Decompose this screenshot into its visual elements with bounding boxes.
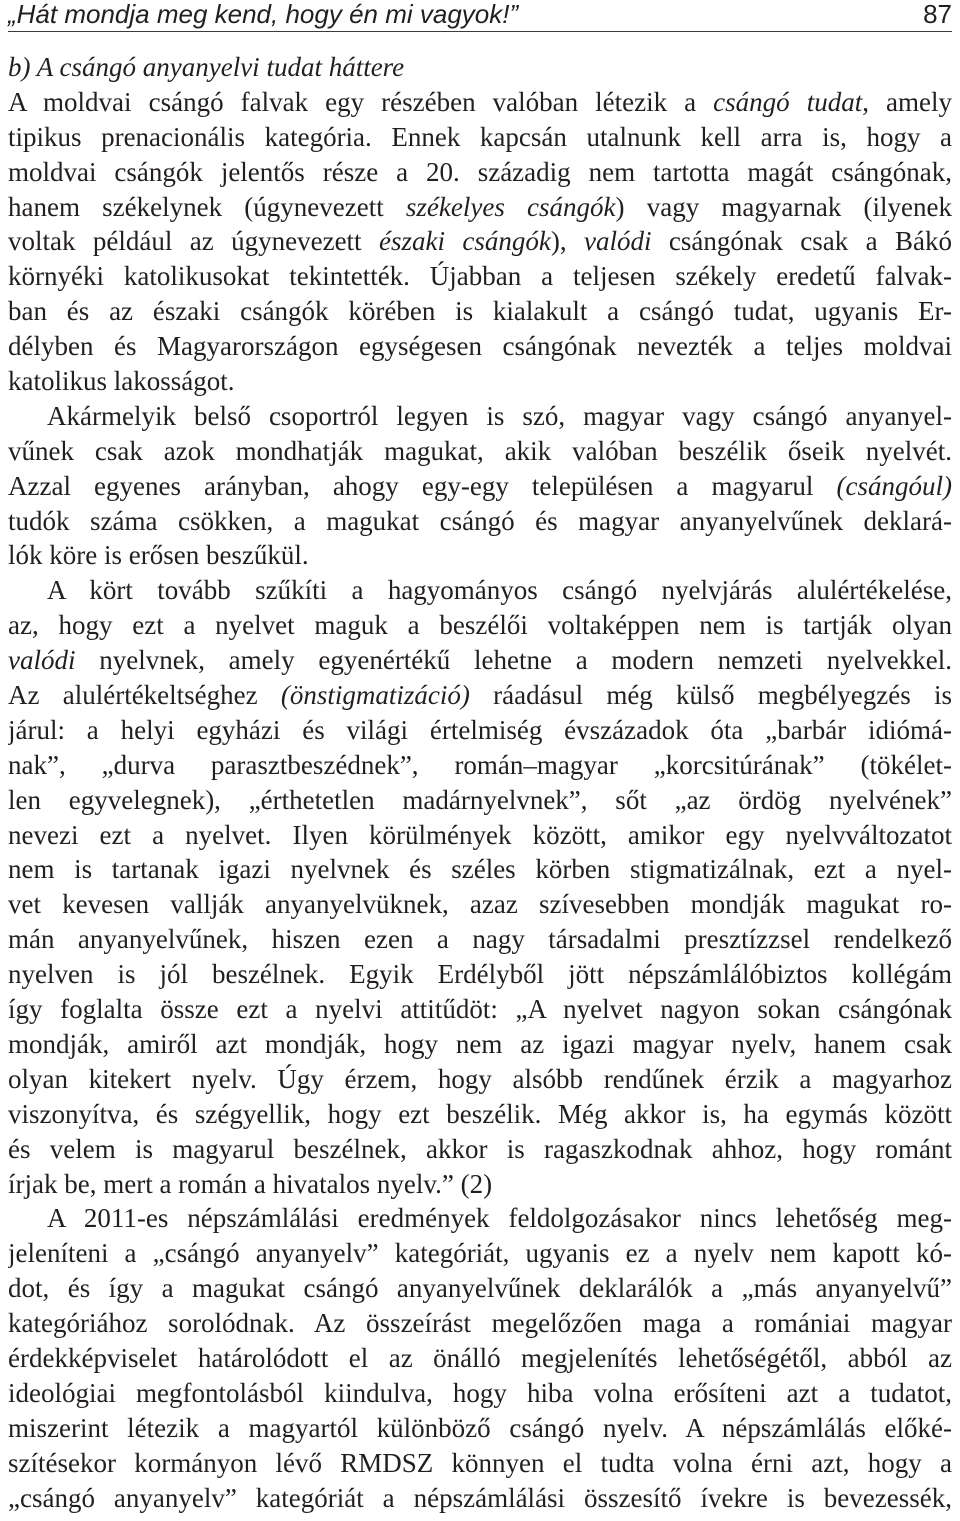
text-line: írjak be, mert a román a hivatalos nyelv.” (2) bbox=[8, 1168, 493, 1199]
text-line: A 2011-es népszámlálási eredmények feldolgozásakor nincs lehetőség meg- bbox=[47, 1203, 952, 1234]
text-line: nevezi ezt a nyelvet. Ilyen körülmények között, amikor egy nyelvváltozatot bbox=[8, 819, 952, 850]
text-line: hanem székelynek (úgynevezett székelyes csángók) vagy magyarnak (ilyenek bbox=[8, 191, 952, 222]
text-line: viszonyítva, és szégyellik, hogy ezt beszélik. Még akkor is, ha egymás között bbox=[8, 1098, 952, 1129]
text-line: Azzal egyenes arányban, ahogy egy-egy településen a magyarul (csángóul) bbox=[8, 470, 952, 501]
text-line: len egyvelegnek), „érthetetlen madárnyelvnek”, sőt „az ördög nyelvének” bbox=[8, 784, 952, 815]
text-line: lók köre is erősen beszűkül. bbox=[8, 540, 309, 571]
running-header-title: „Hát mondja meg kend, hogy én mi vagyok!” bbox=[8, 0, 519, 29]
italic-text: székelyes csángók bbox=[405, 191, 616, 222]
text-line: miszerint létezik a magyartól különböző csángó nyelv. A népszámlálás előké- bbox=[8, 1412, 952, 1443]
body-text bbox=[8, 50, 952, 1515]
text-line: nyelven is jól beszélnek. Egyik Erdélyből jött népszámlálóbiztos kollégám bbox=[8, 959, 952, 990]
italic-text: (önstigmatizáció) bbox=[280, 680, 470, 711]
text-line: moldvai csángók jelentős része a 20. századig nem tartotta magát csángónak, bbox=[8, 156, 952, 187]
text-line: kategóriához sorolódnak. Az összeírást megelőzően maga a romániai magyar bbox=[8, 1308, 952, 1339]
text-line: A kört tovább szűkíti a hagyományos csángó nyelvjárás alulértékelése, bbox=[47, 575, 952, 606]
text-line: környéki katolikusokat tekintették. Újabban a teljesen székely eredetű falvak- bbox=[8, 261, 952, 292]
text-line: az, hogy ezt a nyelvet maguk a beszélői voltaképpen nem is tartják olyan bbox=[8, 610, 952, 641]
text-line: vet kevesen vallják anyanyelvüknek, azaz szívesebben mondják magukat ro- bbox=[8, 889, 952, 920]
running-header bbox=[8, 0, 952, 28]
text-line: így foglalta össze ezt a nyelvi attitűdöt: „A nyelvet nagyon sokan csángónak bbox=[8, 994, 952, 1025]
text-line: dot, és így a magukat csángó anyanyelvűnek deklarálók a „más anyanyelvű” bbox=[8, 1273, 952, 1304]
text-line: jeleníteni a „csángó anyanyelv” kategóriát, ugyanis ez a nyelv nem kapott kó- bbox=[8, 1238, 952, 1269]
text-line: érdekképviselet határolódott el az önálló megjelenítés lehetőségétől, abból az bbox=[8, 1342, 952, 1373]
text-line: Az alulértékeltséghez (önstigmatizáció) ráadásul még külső megbélyegzés is bbox=[8, 680, 952, 711]
italic-text: valódi bbox=[8, 645, 76, 676]
paragraph bbox=[8, 1201, 952, 1515]
text-line: Akármelyik belső csoportról legyen is szó, magyar vagy csángó anyanyel- bbox=[47, 400, 952, 431]
italic-text: valódi bbox=[583, 226, 652, 257]
header-rule bbox=[8, 31, 952, 32]
text-line: valódi nyelvnek, amely egyenértékű lehetne a modern nemzeti nyelvekkel. bbox=[8, 645, 952, 676]
text-line: tudók száma csökken, a magukat csángó és magyar anyanyelvűnek deklará- bbox=[8, 505, 952, 536]
text-line: nak”, „durva parasztbeszédnek”, román–magyar „korcsitúrának” (tökélet- bbox=[8, 749, 952, 780]
text-line: ideológiai megfontolásból kiindulva, hogy hiba volna erősíteni azt a tudatot, bbox=[8, 1377, 952, 1408]
text-line: és velem is magyarul beszélnek, akkor is ragaszkodnak ahhoz, hogy románt bbox=[8, 1133, 952, 1164]
text-line: ban és az északi csángók körében is kialakult a csángó tudat, ugyanis Er- bbox=[8, 296, 952, 327]
paragraph bbox=[8, 399, 952, 573]
page-number: 87 bbox=[923, 0, 952, 29]
text-line: olyan kitekert nyelv. Úgy érzem, hogy alsóbb rendűnek érzik a magyarhoz bbox=[8, 1063, 952, 1094]
paragraph bbox=[8, 85, 952, 399]
italic-text: északi csángók bbox=[378, 226, 551, 257]
italic-text: csángó tudat bbox=[713, 86, 863, 117]
paragraph bbox=[8, 573, 952, 1201]
text-line: voltak például az úgynevezett északi csángók), valódi csángónak csak a Bákó bbox=[8, 226, 952, 257]
text-line: járul: a helyi egyházi és világi értelmiség évszázadok óta „barbár idiómá- bbox=[8, 714, 952, 745]
text-line: A moldvai csángó falvak egy részében valóban létezik a csángó tudat, amely bbox=[8, 86, 952, 117]
text-line: délyben és Magyarországon egységesen csángónak nevezték a teljes moldvai bbox=[8, 331, 952, 362]
section-heading: b) A csángó anyanyelvi tudat háttere bbox=[8, 52, 405, 82]
text-line: nem is tartanak igazi nyelvnek és széles körben stigmatizálnak, ezt a nyel- bbox=[8, 854, 952, 885]
text-line: tipikus prenacionális kategória. Ennek kapcsán utalnunk kell arra is, hogy a bbox=[8, 121, 952, 152]
text-line: mondják, amiről azt mondják, hogy nem az igazi magyar nyelv, hanem csak bbox=[8, 1028, 952, 1059]
text-line: mán anyanyelvűnek, hiszen ezen a nagy társadalmi presztízzsel rendelkező bbox=[8, 924, 952, 955]
text-line: vűnek csak azok mondhatják magukat, akik valóban beszélik őseik nyelvét. bbox=[8, 435, 952, 466]
text-line: szítésekor kormányon lévő RMDSZ könnyen el tudta volna érni azt, hogy a bbox=[8, 1447, 952, 1478]
italic-text: (csángóul) bbox=[836, 470, 952, 501]
text-line: katolikus lakosságot. bbox=[8, 366, 235, 397]
text-line: „csángó anyanyelv” kategóriát a népszámlálási összesítő ívekre is bevezessék, bbox=[8, 1482, 952, 1513]
